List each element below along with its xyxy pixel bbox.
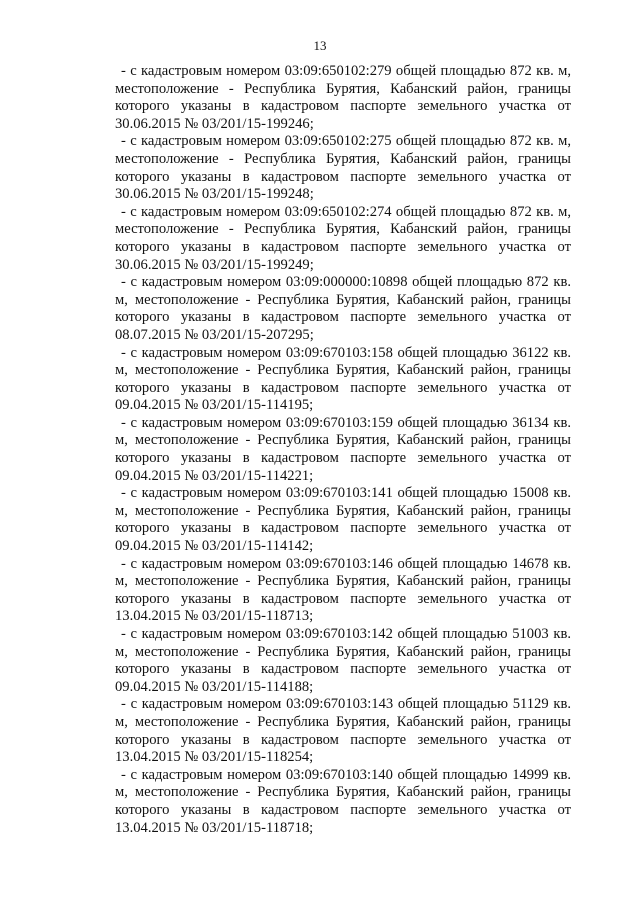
list-item: - с кадастровым номером 03:09:650102:279 общей площадью 872 кв. м, местоположение - Республика Бурятия, Кабанский район, границы которого указаны в кадастровом паспорте земельного участка от 30.06.2015 № 03/201/15-199246; <box>115 63 571 132</box>
list-item: - с кадастровым номером 03:09:670103:140 общей площадью 14999 кв. м, местоположение - Республика Бурятия, Кабанский район, границы которого указаны в кадастровом паспорте земельного участка от 13.04.2015 № 03/201/15-118718; <box>115 766 571 836</box>
list-item: - с кадастровым номером 03:09:670103:143 общей площадью 51129 кв. м, местоположение - Республика Бурятия, Кабанский район, границы которого указаны в кадастровом паспорте земельного участка от 13.04.2015 № 03/201/15-118254; <box>115 696 571 766</box>
page-number: 13 <box>313 38 327 53</box>
list-item: - с кадастровым номером 03:09:670103:142 общей площадью 51003 кв. м, местоположение - Республика Бурятия, Кабанский район, границы которого указаны в кадастровом паспорте земельного участка от 09.04.2015 № 03/201/15-114188; <box>115 626 571 695</box>
list-item: - с кадастровым номером 03:09:670103:141 общей площадью 15008 кв. м, местоположение - Республика Бурятия, Кабанский район, границы которого указаны в кадастровом паспорте земельного участка от 09.04.2015 № 03/201/15-114142; <box>115 485 571 555</box>
list-item: - с кадастровым номером 03:09:650102:274 общей площадью 872 кв. м, местоположение - Республика Бурятия, Кабанский район, границы которого указаны в кадастровом паспорте земельного участка от 30.06.2015 № 03/201/15-199249; <box>115 203 571 273</box>
list-item: - с кадастровым номером 03:09:670103:146 общей площадью 14678 кв. м, местоположение - Республика Бурятия, Кабанский район, границы которого указаны в кадастровом паспорте земельного участка от 13.04.2015 № 03/201/15-118713; <box>115 555 571 625</box>
list-item: - с кадастровым номером 03:09:650102:275 общей площадью 872 кв. м, местоположение - Республика Бурятия, Кабанский район, границы которого указаны в кадастровом паспорте земельного участка от 30.06.2015 № 03/201/15-199248; <box>115 133 571 203</box>
list-item: - с кадастровым номером 03:09:670103:159 общей площадью 36134 кв. м, местоположение - Республика Бурятия, Кабанский район, границы которого указаны в кадастровом паспорте земельного участка от 09.04.2015 № 03/201/15-114221; <box>115 414 571 484</box>
document-body <box>115 63 571 837</box>
list-item: - с кадастровым номером 03:09:000000:10898 общей площадью 872 кв. м, местоположение - Республика Бурятия, Кабанский район, границы которого указаны в кадастровом паспорте земельного участка от 08.07.2015 № 03/201/15-207295; <box>115 274 571 343</box>
list-item: - с кадастровым номером 03:09:670103:158 общей площадью 36122 кв. м, местоположение - Республика Бурятия, Кабанский район, границы которого указаны в кадастровом паспорте земельного участка от 09.04.2015 № 03/201/15-114195; <box>115 344 571 414</box>
